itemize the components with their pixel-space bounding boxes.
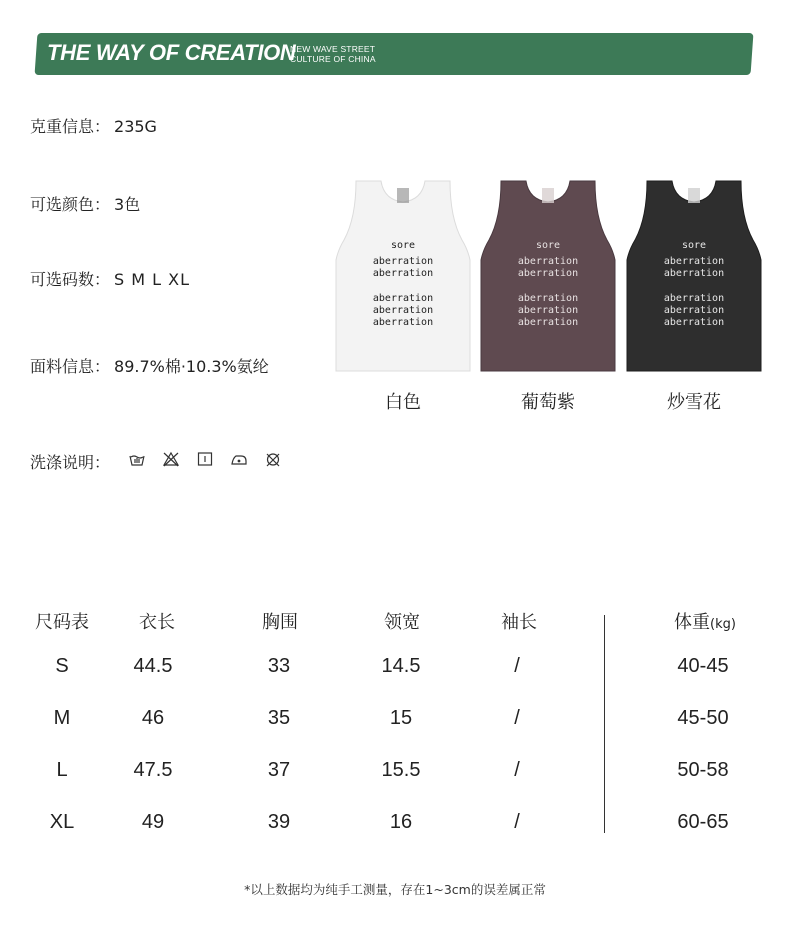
cell-weight: 40-45 bbox=[677, 655, 729, 677]
header-weight bbox=[674, 608, 736, 634]
banner-subtitle-line1: NEW WAVE STREET bbox=[290, 44, 376, 54]
header-chest: 胸围 bbox=[262, 612, 298, 633]
tumble-dry-icon bbox=[196, 450, 214, 468]
shirt-image-purple bbox=[479, 178, 617, 373]
print-line-2: aberration bbox=[372, 256, 434, 267]
weight-label: 克重信息： bbox=[30, 117, 111, 136]
fabric-label: 面料信息： bbox=[30, 357, 111, 376]
shirt-image-white bbox=[334, 178, 472, 373]
cell-neck: 15 bbox=[389, 707, 413, 729]
banner-subtitle bbox=[290, 44, 376, 64]
cell-length: 47.5 bbox=[133, 759, 173, 781]
cell-neck: 15.5 bbox=[381, 759, 421, 781]
header-sleeve: 袖长 bbox=[501, 612, 537, 633]
cell-size: L bbox=[56, 759, 68, 781]
cell-neck: 14.5 bbox=[381, 655, 421, 677]
neck-label bbox=[397, 188, 409, 203]
weight-info bbox=[30, 114, 157, 137]
neck-label bbox=[688, 188, 700, 203]
print-line-4: aberration bbox=[663, 293, 725, 304]
cell-neck: 16 bbox=[389, 811, 413, 833]
header-size: 尺码表 bbox=[35, 612, 89, 633]
cell-sleeve: / bbox=[514, 759, 520, 781]
print-line-5: aberration bbox=[517, 305, 579, 316]
table-divider bbox=[604, 615, 605, 833]
color-name-white: 白色 bbox=[385, 392, 421, 413]
print-line-1: sore bbox=[390, 240, 416, 251]
print-line-6: aberration bbox=[663, 317, 725, 328]
print-line-5: aberration bbox=[663, 305, 725, 316]
care-icons bbox=[128, 450, 282, 468]
cell-chest: 39 bbox=[267, 811, 291, 833]
cell-weight: 45-50 bbox=[677, 707, 729, 729]
header-weight-label: 体重 bbox=[674, 612, 711, 633]
weight-value: 235G bbox=[114, 117, 157, 136]
print-line-2: aberration bbox=[663, 256, 725, 267]
colors-label: 可选颜色： bbox=[30, 195, 111, 214]
wash-info bbox=[30, 450, 110, 473]
cell-sleeve: / bbox=[514, 707, 520, 729]
cell-length: 49 bbox=[141, 811, 165, 833]
print-line-5: aberration bbox=[372, 305, 434, 316]
wash-label: 洗涤说明： bbox=[30, 453, 111, 472]
neck-label bbox=[542, 188, 554, 203]
header-weight-unit: (kg) bbox=[710, 617, 736, 632]
shirt-image-black bbox=[625, 178, 763, 373]
header-length: 衣长 bbox=[139, 612, 175, 633]
colors-value: 3色 bbox=[114, 195, 141, 214]
cell-size: XL bbox=[49, 811, 75, 833]
sizes-info bbox=[30, 267, 190, 290]
footnote: *以上数据均为纯手工测量，存在1~3cm的误差属正常 bbox=[244, 882, 546, 897]
banner-subtitle-line2: CULTURE OF CHINA bbox=[290, 54, 376, 64]
print-line-4: aberration bbox=[517, 293, 579, 304]
colors-info bbox=[30, 192, 140, 215]
cell-length: 44.5 bbox=[133, 655, 173, 677]
sizes-label: 可选码数： bbox=[30, 270, 111, 289]
print-line-1: sore bbox=[535, 240, 561, 251]
fabric-info bbox=[30, 354, 269, 377]
color-name-purple: 葡萄紫 bbox=[521, 392, 575, 413]
print-line-1: sore bbox=[681, 240, 707, 251]
cell-sleeve: / bbox=[514, 811, 520, 833]
cell-chest: 35 bbox=[267, 707, 291, 729]
cell-sleeve: / bbox=[514, 655, 520, 677]
cell-chest: 37 bbox=[267, 759, 291, 781]
hand-wash-icon bbox=[128, 450, 146, 468]
print-line-6: aberration bbox=[517, 317, 579, 328]
cell-size: M bbox=[53, 707, 71, 729]
print-line-2: aberration bbox=[517, 256, 579, 267]
print-line-6: aberration bbox=[372, 317, 434, 328]
no-dryclean-icon bbox=[264, 450, 282, 468]
sizes-value: S M L XL bbox=[114, 270, 191, 289]
fabric-value: 89.7%棉·10.3%氨纶 bbox=[114, 357, 269, 376]
cell-weight: 60-65 bbox=[677, 811, 729, 833]
print-line-3: aberration bbox=[372, 268, 434, 279]
cell-length: 46 bbox=[141, 707, 165, 729]
print-line-3: aberration bbox=[517, 268, 579, 279]
header-neck: 领宽 bbox=[384, 612, 420, 633]
print-line-3: aberration bbox=[663, 268, 725, 279]
cell-size: S bbox=[55, 655, 69, 677]
cell-chest: 33 bbox=[267, 655, 291, 677]
cell-weight: 50-58 bbox=[677, 759, 729, 781]
iron-icon bbox=[230, 450, 248, 468]
print-line-4: aberration bbox=[372, 293, 434, 304]
no-bleach-icon bbox=[162, 450, 180, 468]
color-name-black: 炒雪花 bbox=[667, 392, 721, 413]
banner-title: THE WAY OF CREATION bbox=[47, 40, 296, 65]
